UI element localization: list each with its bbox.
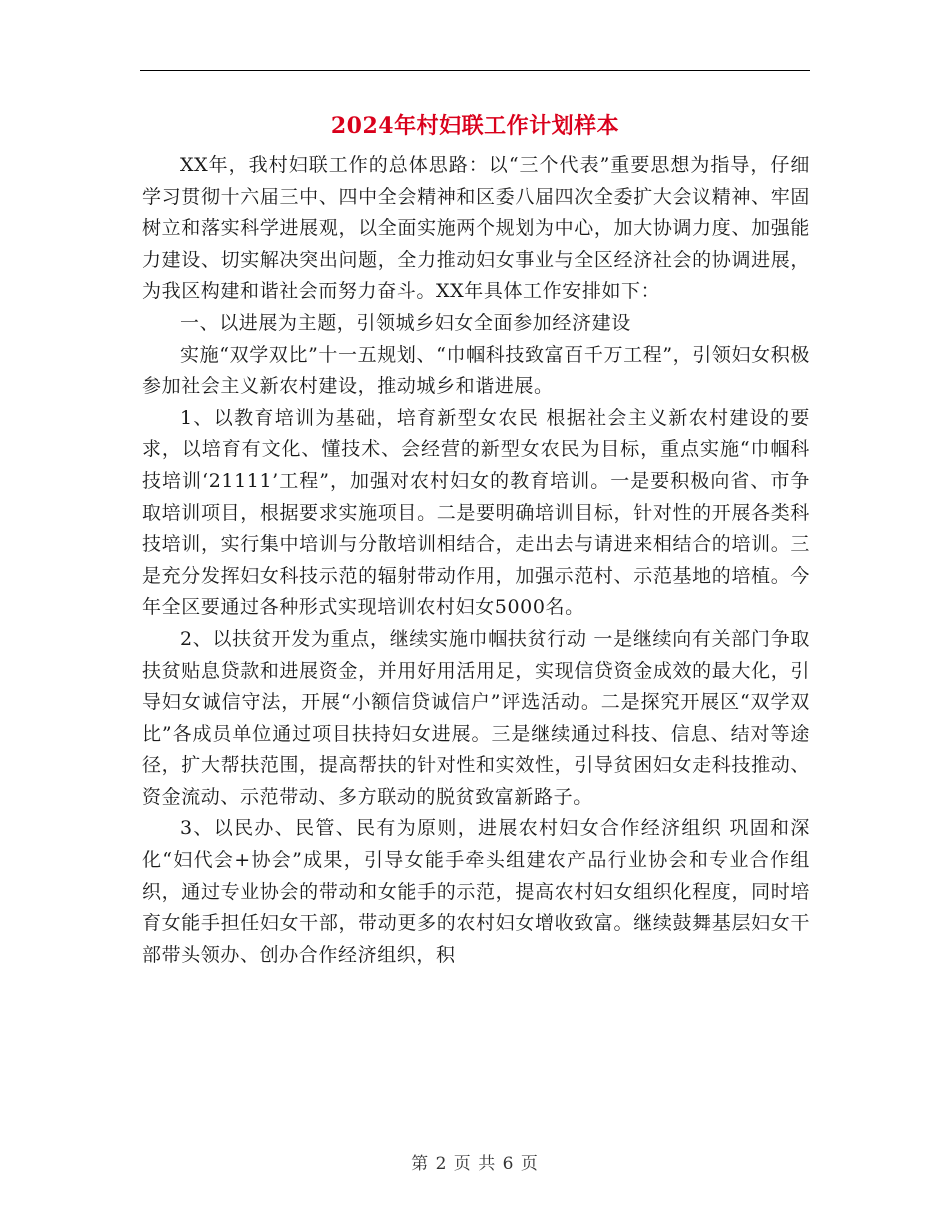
header-rule	[140, 70, 810, 71]
paragraph-item-3: 3、以民办、民管、民有为原则，进展农村妇女合作经济组织 巩固和深化“妇代会+协会”成果，引导女能手牵头组建农产品行业协会和专业合作组织，通过专业协会的带动和女能手的示范，提高农村妇女组织化程度，同时培育女能手担任妇女干部，带动更多的农村妇女增收致富。继续鼓舞基层妇女干部带头领办、创办合作经济组织，积	[142, 817, 810, 966]
paragraph-intro: XX年，我村妇联工作的总体思路：以“三个代表”重要思想为指导，仔细学习贯彻十六届三中、四中全会精神和区委八届四次全委扩大会议精神、牢固树立和落实科学进展观，以全面实施两个规划为中心，加大协调力度、加强能力建设、切实解决突出问题，全力推动妇女事业与全区经济社会的协调进展，为我区构建和谐社会而努力奋斗。XX年具体工作安排如下：	[142, 154, 810, 303]
paragraph-item-1: 1、以教育培训为基础，培育新型女农民 根据社会主义新农村建设的要求，以培育有文化、懂技术、会经营的新型女农民为目标，重点实施“巾帼科技培训‘21111’工程”，加强对农村妇女的教育培训。一是要积极向省、市争取培训项目，根据要求实施项目。二是要明确培训目标，针对性的开展各类科技培训，实行集中培训与分散培训相结合，走出去与请进来相结合的培训。三是充分发挥妇女科技示范的辐射带动作用，加强示范村、示范基地的培植。今年全区要通过各种形式实现培训农村妇女5000名。	[142, 406, 810, 619]
document-body	[142, 150, 810, 971]
section-heading-1: 一、以进展为主题，引领城乡妇女全面参加经济建设	[180, 311, 631, 334]
document-title: 2024年村妇联工作计划样本	[330, 113, 620, 139]
page-number: 第 2 页 共 6 页	[411, 1154, 539, 1174]
paragraph-section-1: 实施“双学双比”十一五规划、“巾帼科技致富百千万工程”，引领妇女积极参加社会主义新农村建设，推动城乡和谐进展。	[142, 343, 810, 398]
paragraph-item-2: 2、以扶贫开发为重点，继续实施巾帼扶贫行动 一是继续向有关部门争取扶贫贴息贷款和进展资金，并用好用活用足，实现信贷资金成效的最大化，引导妇女诚信守法，开展“小额信贷诚信户”评选活动。二是探究开展区“双学双比”各成员单位通过项目扶持妇女进展。三是继续通过科技、信息、结对等途径，扩大帮扶范围，提高帮扶的针对性和实效性，引导贫困妇女走科技推动、资金流动、示范带动、多方联动的脱贫致富新路子。	[142, 627, 810, 808]
